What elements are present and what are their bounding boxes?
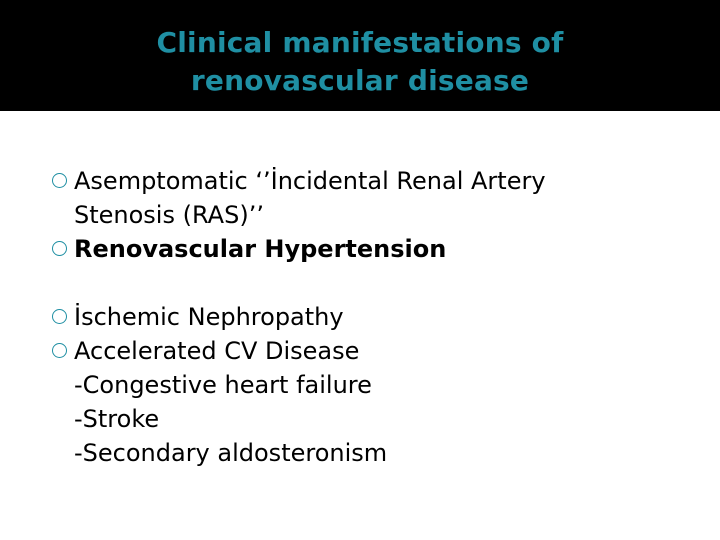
sub-item: -Congestive heart failure — [74, 371, 372, 399]
list-item-accelerated-cv-disease — [52, 334, 692, 470]
title-bar — [0, 0, 720, 111]
sub-item: -Stroke — [74, 405, 160, 433]
title-line-2: renovascular disease — [190, 64, 530, 97]
list-item-text: Renovascular Hypertension — [74, 235, 447, 263]
ring-bullet-icon — [52, 343, 67, 358]
list-item-continuation: Stenosis (RAS)’’ — [74, 201, 264, 229]
list-spacer — [52, 266, 692, 300]
list-item-asymptomatic — [52, 164, 692, 232]
slide-title — [0, 24, 720, 100]
list-item-renovascular-hypertension — [52, 232, 692, 266]
list-item-text: İschemic Nephropathy — [74, 303, 344, 331]
bullet-list — [52, 164, 692, 470]
title-line-1: Clinical manifestations of — [156, 26, 564, 59]
ring-bullet-icon — [52, 173, 67, 188]
list-item-text: Asemptomatic ‘’İncidental Renal Artery — [74, 167, 546, 195]
list-item-ischemic-nephropathy — [52, 300, 692, 334]
ring-bullet-icon — [52, 309, 67, 324]
sub-item: -Secondary aldosteronism — [74, 439, 388, 467]
list-item-text: Accelerated CV Disease — [74, 337, 360, 365]
ring-bullet-icon — [52, 241, 67, 256]
